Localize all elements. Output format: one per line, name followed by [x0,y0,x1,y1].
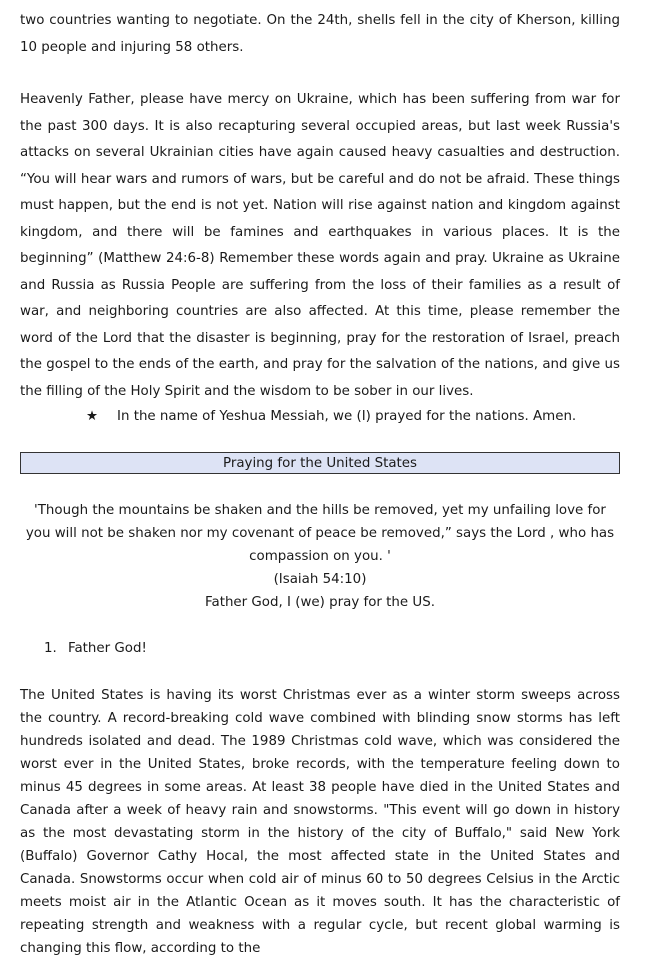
paragraph-us-winter-storm: The United States is having its worst Christmas ever as a winter storm sweeps across the country. A record-breaking cold wave combined with blinding snow storms has left hundreds isolated and dead. The 1989 Christmas cold wave, which was considered the worst ever in the United States, broke records, with the temperature feeling down to minus 45 degrees in some areas. At least 38 people have died in the United States and Canada after a week of heavy rain and snowstorms. "This event will go down in history as the most devastating storm in the history of the city of Buffalo," said New York (Buffalo) Governor Cathy Hocal, the most affected state in the United States and Canada. Snowstorms occur when cold air of minus 60 to 50 degrees Celsius in the Arctic meets moist air in the Atlantic Ocean as it moves south. It has the characteristic of repeating strength and weakness with a regular cycle, but recent global warming is changing this flow, according to the [20,688,620,956]
list-item-number: 1. [44,641,57,656]
paragraph-ukraine-prayer: Heavenly Father, please have mercy on Ukraine, which has been suffering from war for the past 300 days. It is also recapturing several occupied areas, but last week Russia's attacks on several Ukrainian cities have again caused heavy casualties and destruction. “You will hear wars and rumors of wars, but be careful and do not be afraid. These things must happen, but the end is not yet. Nation will rise against nation and kingdom against kingdom, and there will be famines and earthquakes in various places. It is the beginning” (Matthew 24:6-8) Remember these words again and pray. Ukraine as Ukraine and Russia as Russia People are suffering from the loss of their families as a result of war, and neighboring countries are also affected. At this time, please remember the word of the Lord that the disaster is beginning, pray for the restoration of Israel, preach the gospel to the ends of the earth, and pray for the salvation of the nations, and give us the filling of the Holy Spirit and the wisdom to be sober in our lives. [20,92,620,399]
section-header-united-states: Praying for the United States [20,452,620,474]
verse-block [20,499,620,591]
amen-text: In the name of Yeshua Messiah, we (I) prayed for the nations. Amen. [117,409,577,424]
star-bullet-icon: ★ [86,409,99,424]
amen-line [86,406,626,428]
verse-text: 'Though the mountains be shaken and the hills be removed, yet my unfailing love for you will not be shaken nor my covenant of peace be removed,” says the Lord , who has compassion on you. ' [25,503,615,564]
paragraph-kherson: two countries wanting to negotiate. On the 24th, shells fell in the city of Kherson, killing 10 people and injuring 58 others. [20,13,620,55]
list-item [44,638,147,660]
prayer-line: Father God, I (we) pray for the US. [205,595,435,610]
list-item-text: Father God! [68,641,147,656]
verse-reference: (Isaiah 54:10) [273,572,367,587]
